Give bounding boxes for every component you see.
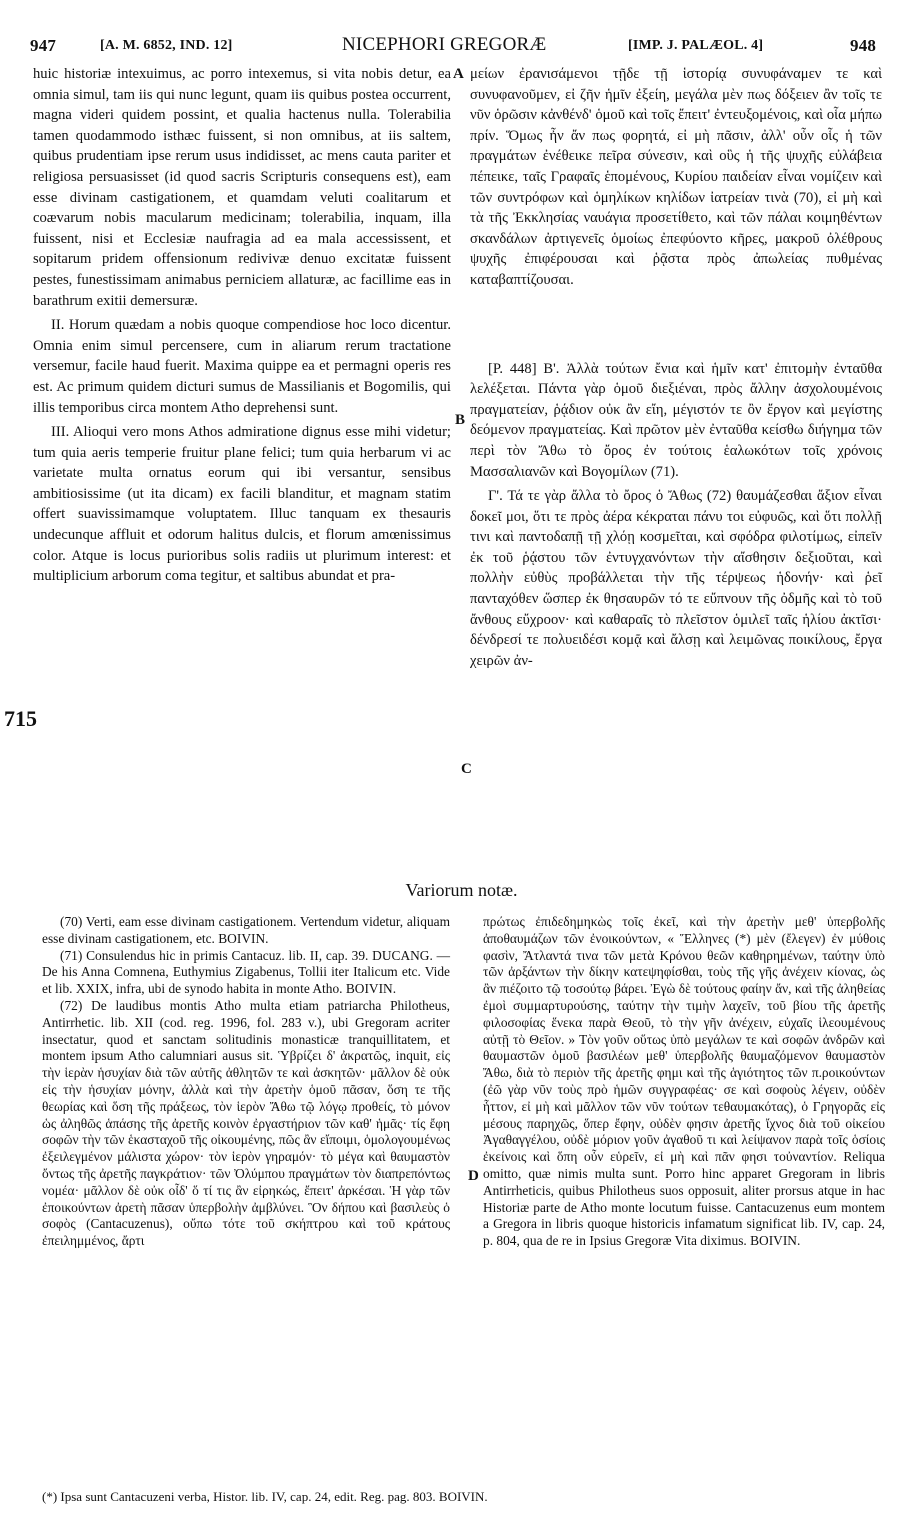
note-continuation: πρώτως ἐπιδεδημηκὼς τοῖς ἐκεῖ, καὶ τὴν ἀρετὴν μεθ' ὑπερβολῆς ἀποθαυμάζων τῶν ἐνοικούντων, « Ἕλληνες (*) μὲν (ἔλεγεν) ἐν μύθοις φασὶν, Ἄτλαντά τινα τῶν μετὰ Κρόνου θεῶν καθηρημένων, ταύτην ὑπὸ τῶν ἀρξάντων τὴν δίκην κατεψηφίσθαι, τοὺς τῆς γῆς ἀνέχειν κίονας, ὡς ἂν πιέζοιτο τῷ τοσούτῳ βάρει. Ἐγὼ δὲ τούτους φαίην ἄν, καὶ τῆς ἀληθείας ἐμοὶ συμμαρτυρούσης, ταύτην τὴν τιμὴν λαχεῖν, τοῦ βίου τῆς ἀρετῆς φιλοσοφίας ἕνεκα παρὰ Θεοῦ, τὸ τὴν γῆν ἀνέχειν, εὐχαῖς ἱλεουμένους αὐτῇ τὸ Θεῖον. » Τὸν γοῦν οὕτως ὑπὸ μεγάλων τε καὶ σοφῶν ἀνδρῶν καὶ θαυμαστῶν ὁμοῦ βασιλέων μεθ' ὑπερβολῆς θαυμαζόμενον θαυμαστὸν Ἄθω, διὰ τὸ περιὸν τῆς ἀρετῆς φημι καὶ τῆς ἁγιότητος τῶν π.ροικούντων (ἐῶ γὰρ νῦν τοὺς πρὸ ἡμῶν συγγραφέας· σε καὶ σοφοὺς λέγειν, οὐδὲν ἧττον, εἰ μὴ καὶ μᾶλλον τῶν νῦν τούτων τεθαυμακότας), ὁ Γρηγορᾶς εἰς μέσους παρηχῶς, ὅπερ ἔφην, οὐδὲν φησιν ἀρετῆς ἴχνος διὰ τοῦ οἰκείου Ἀγαθαγγέλου, οὐδὲ μόριον γοῦν ἀγαθοῦ τι καὶ λείψανον παρὰ τοῖς ὁσίοις ἐκείνοις καὶ ὅπη οὖν εὑρεῖν, εἰ μὴ καὶ πᾶν φησι τοὐναντίον. Reliqua omitto, quæ nimis multa sunt. Porro hinc apparet Gregoram in libris Antirrheticis, quibus Philotheus suos opposuit, aliter prorsus atque in hac Historiæ parte de Atho monte locutum fuisse. Cantacuzenus eum montem a Gregora in libris quoque historicis infamatum significat lib. IV, cap. 24, p. 804, qua de re in Ipsius Gregoræ Vita diximus. BOIVIN. [483,914,885,1249]
note-entry: (72) De laudibus montis Atho multa etiam patriarcha Philotheus, Antirrhetic. lib. XII (cod. reg. 1996, fol. 283 v.), ubi Gregoram acriter insectatur, quod et sanctam solitudinis monasticæ tranquillitatem, et montem ipsum Atho calumniari ausus sit. Ὑβρίζει δ' ἀκρατῶς, inquit, εἰς τὴν ἱερὰν ἡσυχίαν διὰ τῶν αὐτῆς ἀθλητῶν τε καὶ ἀσκητῶν· μᾶλλον δὲ οὐκ εἰς τὴν ἡσυχίαν μόνην, ἀλλὰ καὶ τὴν ἀρετὴν ὁμοῦ πᾶσαν, ὅση τε τῆς θεωρίας καὶ ὅση τῆς πράξεως, τὸν ἱερὸν Ἄθω τῷ λόγῳ προθείς, τὸ μόνον ὡς ἀληθῶς ἁπάσης τῆς ἀρετῆς κοινὸν ἐργαστήριον τῶν καθ' ἡμᾶς· τίς ἔφη σοφῶν τὴν τῶν ἑκασταχοῦ τῆς οἰκουμένης, πῶς ἂν εἴποιμι, ὁμολογουμένως ἐξειλεγμένον μάλιστα χώρον· τὸν ἱερὸν γηραμόν· τὸ μέγα καὶ θαυμαστὸν ὄντως τῆς ἀρετῆς παγκράτιον· τῶν Ὀλύμπου πραγμάτων τὸν διαπρεπόντως νομέα· μᾶλλον δὲ οὐκ οἶδ' ὅ τί τις ἂν εἰρηκώς, ἔπειτ' ἀρκέσαι. Ἡ γὰρ τῶν ἐποικούντων ἀρετὴ πᾶσαν ὑπερβολὴν ἀμβλύνει. Ὃν δήπου καὶ βασιλεὺς ὁ σοφὸς (Cantacuzenus), οὔπω τότε τοῦ σκήπτρου καὶ τοῦ κράτους ἐπειλημμένος, ἄρτι [42,997,450,1249]
margin-page-number: 715 [4,706,37,731]
latin-paragraph: III. Alioqui vero mons Athos admiratione dignus esse mihi videtur; tum quia aeris temperie fruitur plane felici; tum quia herbarum vi ac varietate multa ornatus eorum qui ibi versantur, sensibus ambitiosissime (ut ita dicam) ex facili blanditur, et magnam statim offert suavissimamque voluptatem. Illuc tanquam ex thesauris undecunque affluit et odorum halitus dulcis, et florum amœnissimus color. Atque is locus purioribus solis radiis ut plurimum interest: et multiplicium arborum coma tegitur, et saltibus abundat et pra- [33,424,451,585]
latin-paragraph: huic historiæ intexuimus, ac porro intexemus, si vita nobis detur, ea omnia simul, tam iis qui nunc legunt, quam iis quibus postea occurrent, magna videri quidem possint, et qualia hactenus nulla. Tolerabilia tamen quodammodo isthæc fuissent, si non omnibus, at iis saltem, quibus prudentiam ipse rerum usus indidisset, ac mens cauta pariter et religiosa persuasisset (id quod sacris Scripturis consequens est), eam esse divinam castigationem, et quamdam veluti coalitarum et coævarum nobis macularum medicinam; tolerabilia, inquam, illa fuissent, nisi et Ecclesiæ naufragia ad ea mala accessissent, et sopitarum pridem offensionum redivivæ denuo excitatæ fuissent pestes, funestissimam animabus perniciem allaturæ, ac facillime eas in barathrum exitii demersuræ. [33,66,451,309]
greek-paragraph: Γ'. Τά τε γὰρ ἄλλα τὸ ὄρος ὁ Ἄθως (72) θαυμάζεσθαι ἄξιον εἶναι δοκεῖ μοι, ὅτι τε πρὸς ἀέρα κέκραται πάνυ τοι εὐφυῶς, καὶ ὅτι πολλῇ τινι καὶ παντοδαπῇ τῇ χλόῃ κοσμεῖται, καὶ σφόδρα φιλοτίμως, εἰπεῖν ἐκ τοῦ ῥᾴστου τῶν ἐντυγχανόντων τὴν αἴσθησιν δεξιοῦται, καὶ πολλὴν εὐθὺς προβάλλεται τὴν τῆς τέρψεως ἡδονήν· καὶ ῥεῖ πανταχόθεν ὥσπερ ἐκ θησαυρῶν τό τε εὔπνουν τῆς ὀδμῆς καὶ τὸ τοῦ ἄνθους εὔχροον· καὶ καθαραῖς τὸ πλεῖστον ὁμιλεῖ ταῖς ἡλίου ἀκτῖσι· δένδρεσί τε πολυειδέσι κομᾷ καὶ ἄλσῃ καὶ λειμῶνας ποικίλους, ἔργα χειρῶν ἀν- [470,488,882,669]
emperor-reference: [IMP. J. PALÆOL. 4] [628,38,764,53]
margin-letter-c: C [461,761,472,777]
greek-column [470,64,882,671]
notes-heading: Variorum notæ. [405,880,518,900]
latin-column [33,64,451,587]
notes-left-column [42,914,450,1250]
margin-letter-d: D [468,1168,479,1184]
margin-letter-a: A [453,66,464,82]
footnote: (*) Ipsa sunt Cantacuzeni verba, Histor. lib. IV, cap. 24, edit. Reg. pag. 803. BOIVIN. [42,1489,488,1504]
latin-paragraph: II. Horum quædam a nobis quoque compendiose hoc loco dicentur. Omnia enim simul percensere, cum in aliarum rerum tractatione versemur, facile haud fuerit. Maxima quippe ea et permagni operis res est. Ac primum quidem dicturi sumus de Massilianis et Bogomilis, qui illis temporibus circa montem Atho deprehensi sunt. [33,317,451,416]
page-number-right: 948 [850,36,877,55]
greek-paragraph: μείων ἐρανισάμενοι τῇδε τῇ ἱστορίᾳ συνυφάναμεν τε καὶ συνυφανοῦμεν, εἰ ζῆν ἡμῖν ἐξείη, μεγάλα μὲν πως δόξειεν ἂν τοῖς τε νῦν ὁρῶσιν κἀνθένδ' ὁμοῦ καὶ τοῖς ἔπειτ' ἐντευξομένοις, καὶ οἷα μήπω πρίν. Ὅμως ἦν ἄν πως φορητά, εἰ μὴ πᾶσιν, ἀλλ' οὖν οἷς ἡ τῶν πραγμάτων ἐνέθεικε πεῖρα σύνεσιν, καὶ οὓς ἡ τῆς ψυχῆς εὐλάβεια πέπεικε, ταῖς Γραφαῖς ἑπομένους, Κυρίου παιδείαν εἶναι νομίζειν καὶ τῶν συντρόφων καὶ ὁμηλίκων κηλίδων ἰατρείαν τινὰ (70), εἰ μὴ καὶ τὰ τῆς Ἐκκλησίας ναυάγια προσετίθετο, καὶ τῶν πάλαι κοιμηθέντων σκανδάλων ἀρτιγενεῖς ὁμοίως ἐπεφύοντο κῆρες, μακροῦ ὀλέθρους ψυχῆς ἐπιφέρουσαι καὶ ῥᾷστα πρὸς ἀπωλείας πυθμένας καταβαπτίζουσαι. [470,66,882,288]
date-reference: [A. M. 6852, IND. 12] [100,38,233,53]
greek-paragraph: [P. 448] B'. Ἀλλὰ τούτων ἔνια καὶ ἡμῖν κατ' ἐπιτομὴν ἐνταῦθα λελέξεται. Πάντα γὰρ ὁμοῦ διεξιέναι, πρὸς ἄλλην ἀσχολουμένοις πραγματείαν, ῥᾴδιον οὐκ ἂν εἴη, μέγιστόν τε ὂν ἔργον καὶ μεγίστης δεόμενον πραγματείας. Καὶ πρῶτον μὲν ἐνταῦθα κείσθω διήγημα τῶν περὶ τὸν Ἄθω τὸ ὄρος ἐν τούτοις ἑαλωκότων τοῖς χρόνοις Μασσαλιανῶν καὶ Βογομίλων (71). [470,360,882,480]
notes-right-column [483,914,885,1250]
note-entry: (71) Consulendus hic in primis Cantacuz. lib. II, cap. 39. DUCANG. — De his Anna Comnena, Euthymius Zigabenus, Tollii iter Italicum etc. Vide et lib. XXIX, infra, ubi de synodo habita in monte Atho. BOIVIN. [42,947,450,997]
page-number-left: 947 [30,36,57,55]
running-header [30,36,885,66]
margin-letter-b: B [455,412,466,428]
note-entry: (70) Verti, eam esse divinam castigationem. Vertendum videtur, aliquam esse divinam castigationem, etc. BOIVIN. [42,914,450,946]
page-title: NICEPHORI GREGORÆ [342,34,547,55]
